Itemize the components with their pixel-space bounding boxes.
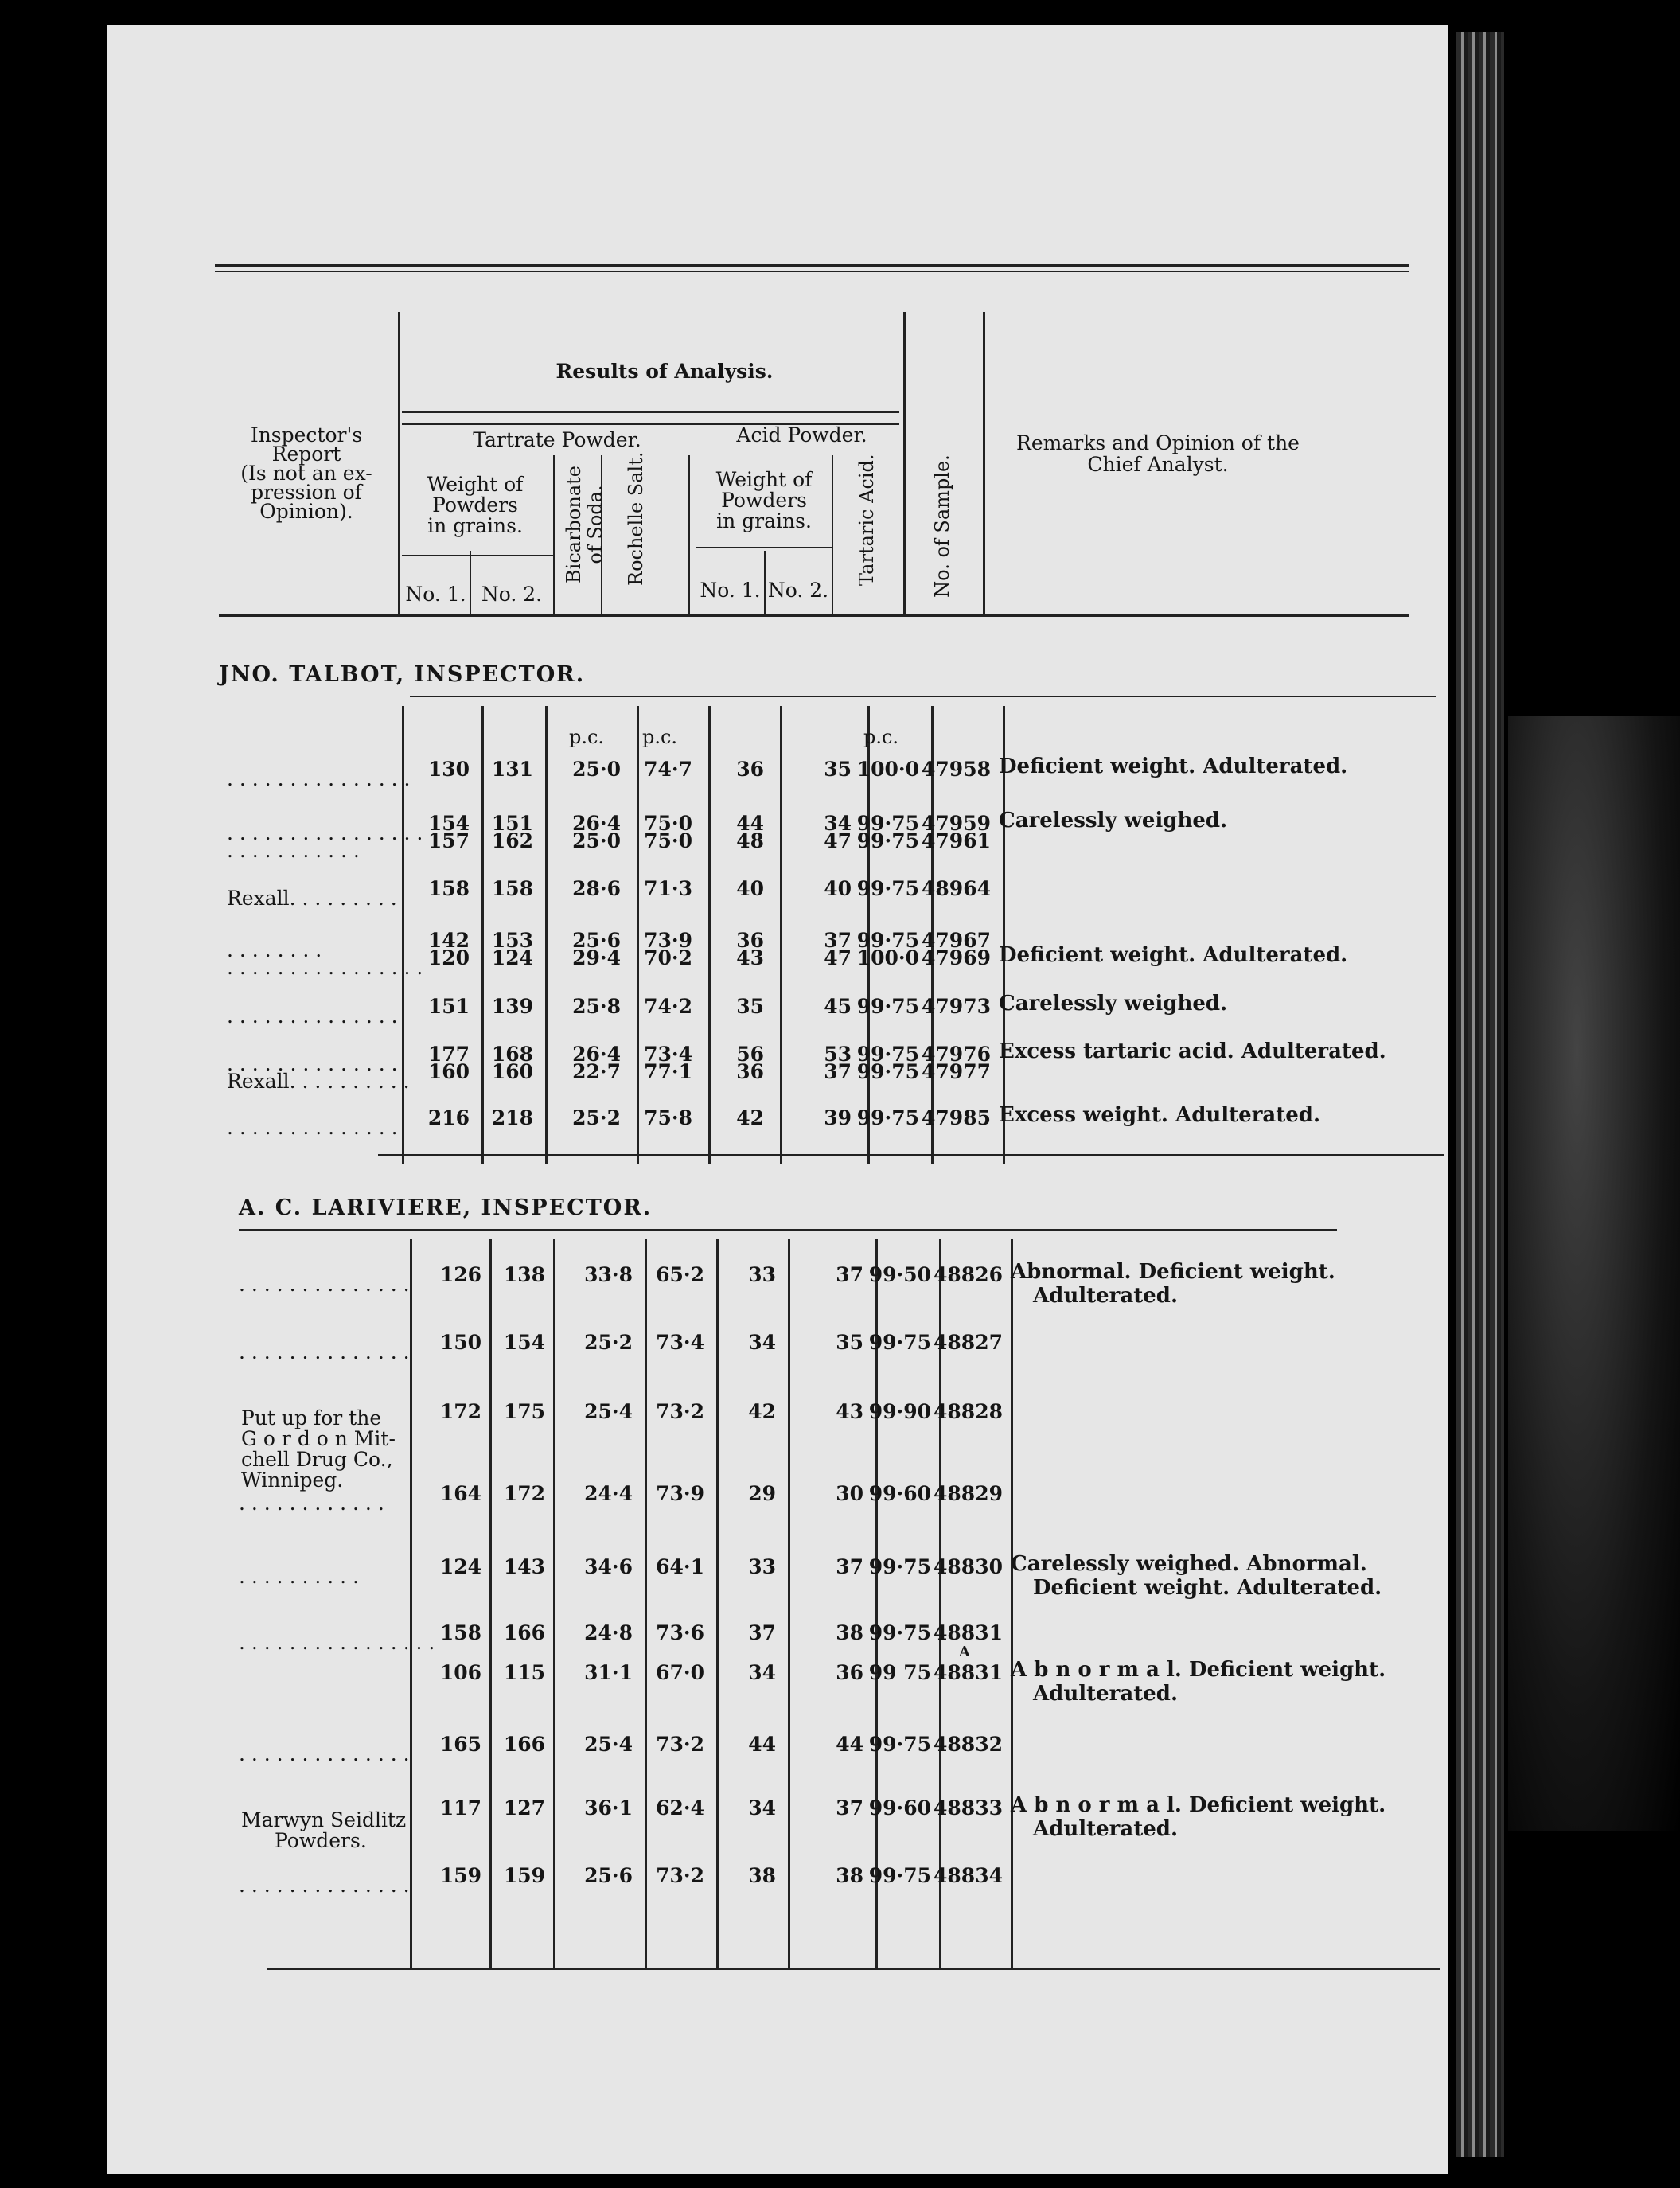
cell-sample: 48831 [934, 1621, 1003, 1644]
cell-bic: 25·2 [584, 1331, 633, 1354]
section-rule [239, 1229, 1337, 1231]
cell-bic: 26·4 [572, 1043, 621, 1066]
remarks-cell: Abnormal. Deficient weight. [1011, 1260, 1335, 1284]
header-rule [402, 555, 553, 556]
cell-sample: 48834 [934, 1864, 1003, 1887]
cell-t2: 175 [503, 1400, 545, 1423]
cell-sample: 47977 [922, 1060, 991, 1083]
header-column-rule [398, 312, 400, 614]
cell-sample: 48832 [934, 1733, 1003, 1756]
report-cell: . . . . . . . . . . . . [239, 1492, 384, 1515]
cell-bic: 29·4 [572, 946, 621, 969]
cell-tar: 99·60 [868, 1482, 931, 1505]
cell-t2: 115 [503, 1661, 545, 1684]
cell-a2: 53 [824, 1043, 852, 1066]
cell-bic: 34·6 [584, 1555, 633, 1578]
header-column-rule [903, 312, 906, 614]
report-cell: . . . . . . . . . . . . . . [239, 1874, 410, 1897]
cell-a1: 36 [736, 929, 764, 952]
cell-tar: 99·90 [868, 1400, 931, 1423]
cell-bic: 33·8 [584, 1263, 633, 1286]
cell-t1: 126 [439, 1263, 481, 1286]
rochelle-header: Rochelle Salt. [625, 451, 647, 586]
cell-t2: 160 [491, 1060, 533, 1083]
cell-sample: 48827 [934, 1331, 1003, 1354]
cell-a1: 33 [748, 1555, 776, 1578]
tartrate-header: Tartrate Powder. [473, 428, 641, 451]
gordon-note: G o r d o n Mit- [241, 1427, 396, 1450]
remarks-cell: Deficient weight. Adulterated. [999, 943, 1348, 967]
cell-t2: 172 [503, 1482, 545, 1505]
cell-t2: 143 [503, 1555, 545, 1578]
cell-t2: 168 [491, 1043, 533, 1066]
cell-tar: 99·50 [868, 1263, 931, 1286]
section-end-rule [378, 1154, 1444, 1156]
cell-t1: 216 [427, 1106, 470, 1129]
cell-tar: 99·75 [856, 1106, 919, 1129]
rule [215, 271, 1409, 272]
cell-roc: 74·2 [644, 995, 692, 1018]
cell-a1: 38 [748, 1864, 776, 1887]
cell-roc: 73·2 [656, 1400, 704, 1423]
cell-t2: 153 [491, 929, 533, 952]
inspector-report-header: Inspector's [250, 423, 363, 447]
cell-a2: 44 [836, 1733, 863, 1756]
cell-t2: 158 [491, 877, 533, 900]
cell-sample: 47985 [922, 1106, 991, 1129]
cell-roc: 70·2 [644, 946, 692, 969]
remarks-cell: A b n o r m a l. Deficient weight. [1011, 1658, 1386, 1682]
acid-no1-header: No. 1. [700, 579, 761, 602]
report-cell: . . . . . . . . . . . . . . [227, 1116, 398, 1139]
gordon-note: Put up for the [241, 1406, 382, 1429]
cell-a2: 37 [824, 1060, 852, 1083]
report-cell: Rexall. . . . . . . . . . [227, 1070, 410, 1093]
cell-t1: 150 [439, 1331, 481, 1354]
remarks-cell: Carelessly weighed. Abnormal. [1011, 1552, 1367, 1576]
cell-tar: 99·75 [856, 1060, 919, 1083]
report-cell: . . . . . . . . . . . . . . . . [227, 956, 423, 979]
cell-t2: 138 [503, 1263, 545, 1286]
background-blur [1508, 716, 1680, 1831]
cell-tar: 99·75 [868, 1621, 931, 1644]
cell-sample: 48830 [934, 1555, 1003, 1578]
pc-label: p.c. [642, 726, 678, 748]
cell-t2: 159 [503, 1864, 545, 1887]
cell-t1: 158 [427, 877, 470, 900]
cell-a2: 35 [836, 1331, 863, 1354]
cell-a2: 37 [836, 1263, 863, 1286]
cell-t2: 166 [503, 1733, 545, 1756]
cell-t1: 106 [439, 1661, 481, 1684]
remarks-cell: Deficient weight. Adulterated. [999, 755, 1348, 778]
inspector-report-header: pression of [251, 481, 362, 504]
cell-sample: 47958 [922, 758, 991, 781]
gordon-note: chell Drug Co., [241, 1448, 393, 1471]
cell-sample: 48826 [934, 1263, 1003, 1286]
cell-a2: 35 [824, 758, 852, 781]
cell-t1: 177 [427, 1043, 470, 1066]
tartaric-header: Tartaric Acid. [856, 454, 878, 586]
cell-a1: 42 [748, 1400, 776, 1423]
cell-t2: 139 [491, 995, 533, 1018]
cell-t1: 117 [439, 1796, 481, 1819]
header-column-rule [553, 455, 555, 614]
cell-a2: 37 [836, 1796, 863, 1819]
cell-sample: 48829 [934, 1482, 1003, 1505]
cell-a2: 43 [836, 1400, 863, 1423]
tartrate-weight-header: Weight of [427, 473, 524, 496]
book-spine [1456, 32, 1504, 2157]
cell-sample: 47976 [922, 1043, 991, 1066]
inspector-report-header: Report [271, 443, 341, 466]
cell-a2: 34 [824, 812, 852, 835]
cell-tar: 99·75 [868, 1331, 931, 1354]
cell-bic: 25·0 [572, 758, 621, 781]
remarks-cell: Deficient weight. Adulterated. [1033, 1576, 1382, 1600]
cell-sample: 47973 [922, 995, 991, 1018]
cell-t2: 154 [503, 1331, 545, 1354]
cell-bic: 24·8 [584, 1621, 633, 1644]
cell-t1: 124 [439, 1555, 481, 1578]
cell-a2: 37 [836, 1555, 863, 1578]
cell-a2: 47 [824, 829, 852, 852]
cell-t2: 131 [491, 758, 533, 781]
cell-a1: 43 [736, 946, 764, 969]
report-cell: . . . . . . . . [227, 938, 322, 961]
remarks-cell: A b n o r m a l. Deficient weight. [1011, 1793, 1386, 1817]
acid-weight-header: Powders [721, 489, 807, 512]
cell-a1: 34 [748, 1331, 776, 1354]
tartrate-no1-header: No. 1. [405, 583, 466, 606]
cell-bic: 24·4 [584, 1482, 633, 1505]
header-column-rule [688, 455, 690, 614]
cell-t2: 166 [503, 1621, 545, 1644]
cell-t1: 164 [439, 1482, 481, 1505]
body-column-rule [1011, 1239, 1013, 1968]
cell-roc: 73·2 [656, 1864, 704, 1887]
cell-bic: 25·4 [584, 1733, 633, 1756]
section-heading: A. C. LARIVIERE, INSPECTOR. [239, 1195, 653, 1220]
cell-roc: 65·2 [656, 1263, 704, 1286]
cell-roc: 75·0 [644, 812, 692, 835]
remarks-cell: Adulterated. [1033, 1682, 1179, 1706]
cell-t1: 158 [439, 1621, 481, 1644]
cell-a2: 36 [836, 1661, 863, 1684]
cell-roc: 71·3 [644, 877, 692, 900]
header-rule [402, 411, 899, 413]
report-cell: . . . . . . . . . . . . . . [227, 1052, 398, 1075]
cell-roc: 73·9 [644, 929, 692, 952]
cell-bic: 31·1 [584, 1661, 633, 1684]
report-cell: . . . . . . . . . . . [227, 839, 360, 862]
section-heading: JNO. TALBOT, INSPECTOR. [219, 662, 586, 687]
header-rule [696, 547, 832, 548]
remarks-cell: Excess tartaric acid. Adulterated. [999, 1039, 1386, 1063]
cell-t2: 124 [491, 946, 533, 969]
cell-t1: 120 [427, 946, 470, 969]
cell-a1: 37 [748, 1621, 776, 1644]
cell-bic: 25·2 [572, 1106, 621, 1129]
remarks-cell: Excess weight. Adulterated. [999, 1103, 1321, 1127]
cell-a1: 36 [736, 1060, 764, 1083]
cell-sample: 48831 [934, 1661, 1003, 1684]
cell-tar: 99·75 [868, 1555, 931, 1578]
cell-tar: 100·0 [856, 758, 919, 781]
cell-a2: 38 [836, 1864, 863, 1887]
cell-bic: 25·8 [572, 995, 621, 1018]
cell-tar: 99·75 [856, 995, 919, 1018]
cell-roc: 77·1 [644, 1060, 692, 1083]
cell-tar: 99·60 [868, 1796, 931, 1819]
cell-a1: 48 [736, 829, 764, 852]
cell-bic: 26·4 [572, 812, 621, 835]
cell-bic: 25·6 [584, 1864, 633, 1887]
acid-weight-header: Weight of [715, 468, 813, 491]
cell-tar: 99·75 [868, 1864, 931, 1887]
cell-sample: 48964 [922, 877, 991, 900]
cell-t1: 157 [427, 829, 470, 852]
cell-roc: 73·2 [656, 1733, 704, 1756]
inspector-report-header: (Is not an ex- [240, 462, 372, 485]
cell-t1: 160 [427, 1060, 470, 1083]
cell-tar: 99·75 [856, 1043, 919, 1066]
cell-a1: 44 [748, 1733, 776, 1756]
sample-header: No. of Sample. [931, 454, 953, 598]
cell-roc: 64·1 [656, 1555, 704, 1578]
section-rule [410, 696, 1436, 697]
header-bottom-rule [219, 614, 1409, 617]
remarks-cell: Carelessly weighed. [999, 992, 1228, 1016]
cell-roc: 73·4 [644, 1043, 692, 1066]
cell-bic: 28·6 [572, 877, 621, 900]
cell-roc: 74·7 [644, 758, 692, 781]
cell-a2: 47 [824, 946, 852, 969]
cell-a1: 34 [748, 1661, 776, 1684]
cell-roc: 73·9 [656, 1482, 704, 1505]
cell-sample: 47961 [922, 829, 991, 852]
cell-t2: 151 [491, 812, 533, 835]
cell-a1: 44 [736, 812, 764, 835]
cell-sample: 48828 [934, 1400, 1003, 1423]
tartrate-weight-header: in grains. [427, 514, 523, 537]
marwyn-note: Marwyn Seidlitz [241, 1808, 407, 1831]
cell-sample: 47967 [922, 929, 991, 952]
cell-sample: 47969 [922, 946, 991, 969]
cell-a2: 30 [836, 1482, 863, 1505]
cell-roc: 62·4 [656, 1796, 704, 1819]
acid-no2-header: No. 2. [767, 579, 829, 602]
cell-tar: 99 75 [868, 1661, 931, 1684]
cell-bic: 25·6 [572, 929, 621, 952]
sample-mark: A [959, 1644, 970, 1660]
header-column-rule [470, 551, 471, 614]
cell-bic: 25·4 [584, 1400, 633, 1423]
remarks-cell: Adulterated. [1033, 1284, 1179, 1308]
report-cell: . . . . . . . . . . . . . . [239, 1340, 410, 1363]
cell-a1: 29 [748, 1482, 776, 1505]
cell-a1: 56 [736, 1043, 764, 1066]
rule [215, 264, 1409, 267]
report-cell: . . . . . . . . . . . . . . . [227, 767, 411, 790]
cell-bic: 36·1 [584, 1796, 633, 1819]
cell-roc: 73·4 [656, 1331, 704, 1354]
document-page [107, 25, 1448, 2174]
pc-label: p.c. [863, 726, 899, 748]
cell-a2: 39 [824, 1106, 852, 1129]
report-cell: . . . . . . . . . . [239, 1565, 359, 1588]
cell-bic: 22·7 [572, 1060, 621, 1083]
cell-tar: 99·75 [856, 877, 919, 900]
cell-a2: 37 [824, 929, 852, 952]
cell-a1: 42 [736, 1106, 764, 1129]
tartrate-weight-header: Powders [432, 493, 518, 517]
cell-t2: 218 [491, 1106, 533, 1129]
results-header: Results of Analysis. [555, 360, 774, 383]
cell-bic: 25·0 [572, 829, 621, 852]
cell-a1: 40 [736, 877, 764, 900]
cell-t2: 162 [491, 829, 533, 852]
inspector-report-header: Opinion). [259, 500, 353, 523]
remarks-header: Remarks and Opinion of the [1016, 431, 1300, 454]
bicarbonate-header: Bicarbonate of Soda. [563, 466, 606, 583]
report-cell: . . . . . . . . . . . . . . . . [239, 1631, 435, 1654]
cell-sample: 47959 [922, 812, 991, 835]
gordon-note: Winnipeg. [241, 1468, 344, 1492]
report-cell: Rexall. . . . . . . . . [227, 887, 397, 910]
remarks-cell: Carelessly weighed. [999, 809, 1228, 833]
cell-a2: 45 [824, 995, 852, 1018]
cell-tar: 100·0 [856, 946, 919, 969]
remarks-header: Chief Analyst. [1087, 453, 1229, 476]
header-column-rule [764, 551, 766, 614]
cell-a1: 34 [748, 1796, 776, 1819]
remarks-cell: Adulterated. [1033, 1817, 1179, 1841]
cell-tar: 99·75 [856, 829, 919, 852]
pc-label: p.c. [569, 726, 605, 748]
cell-a1: 36 [736, 758, 764, 781]
cell-a2: 38 [836, 1621, 863, 1644]
cell-tar: 99·75 [868, 1733, 931, 1756]
cell-a2: 40 [824, 877, 852, 900]
report-cell: . . . . . . . . . . . . . . [239, 1273, 410, 1296]
cell-t1: 165 [439, 1733, 481, 1756]
marwyn-note: Powders. [275, 1829, 367, 1852]
cell-tar: 99·75 [856, 929, 919, 952]
header-rule [402, 423, 736, 425]
cell-roc: 67·0 [656, 1661, 704, 1684]
cell-t1: 130 [427, 758, 470, 781]
cell-roc: 75·8 [644, 1106, 692, 1129]
cell-t1: 142 [427, 929, 470, 952]
cell-a1: 33 [748, 1263, 776, 1286]
table-end-rule [267, 1968, 1440, 1970]
cell-tar: 99·75 [856, 812, 919, 835]
cell-t1: 151 [427, 995, 470, 1018]
cell-t1: 154 [427, 812, 470, 835]
report-cell: . . . . . . . . . . . . . . [227, 1004, 398, 1028]
report-cell: . . . . . . . . . . . . . . . . [227, 821, 423, 844]
cell-t1: 159 [439, 1864, 481, 1887]
acid-weight-header: in grains. [716, 509, 812, 532]
cell-sample: 48833 [934, 1796, 1003, 1819]
cell-t2: 127 [503, 1796, 545, 1819]
cell-t1: 172 [439, 1400, 481, 1423]
cell-a1: 35 [736, 995, 764, 1018]
cell-roc: 75·0 [644, 829, 692, 852]
report-cell: . . . . . . . . . . . . . . [239, 1742, 410, 1765]
tartrate-no2-header: No. 2. [481, 583, 543, 606]
cell-roc: 73·6 [656, 1621, 704, 1644]
acid-header: Acid Powder. [736, 423, 867, 447]
